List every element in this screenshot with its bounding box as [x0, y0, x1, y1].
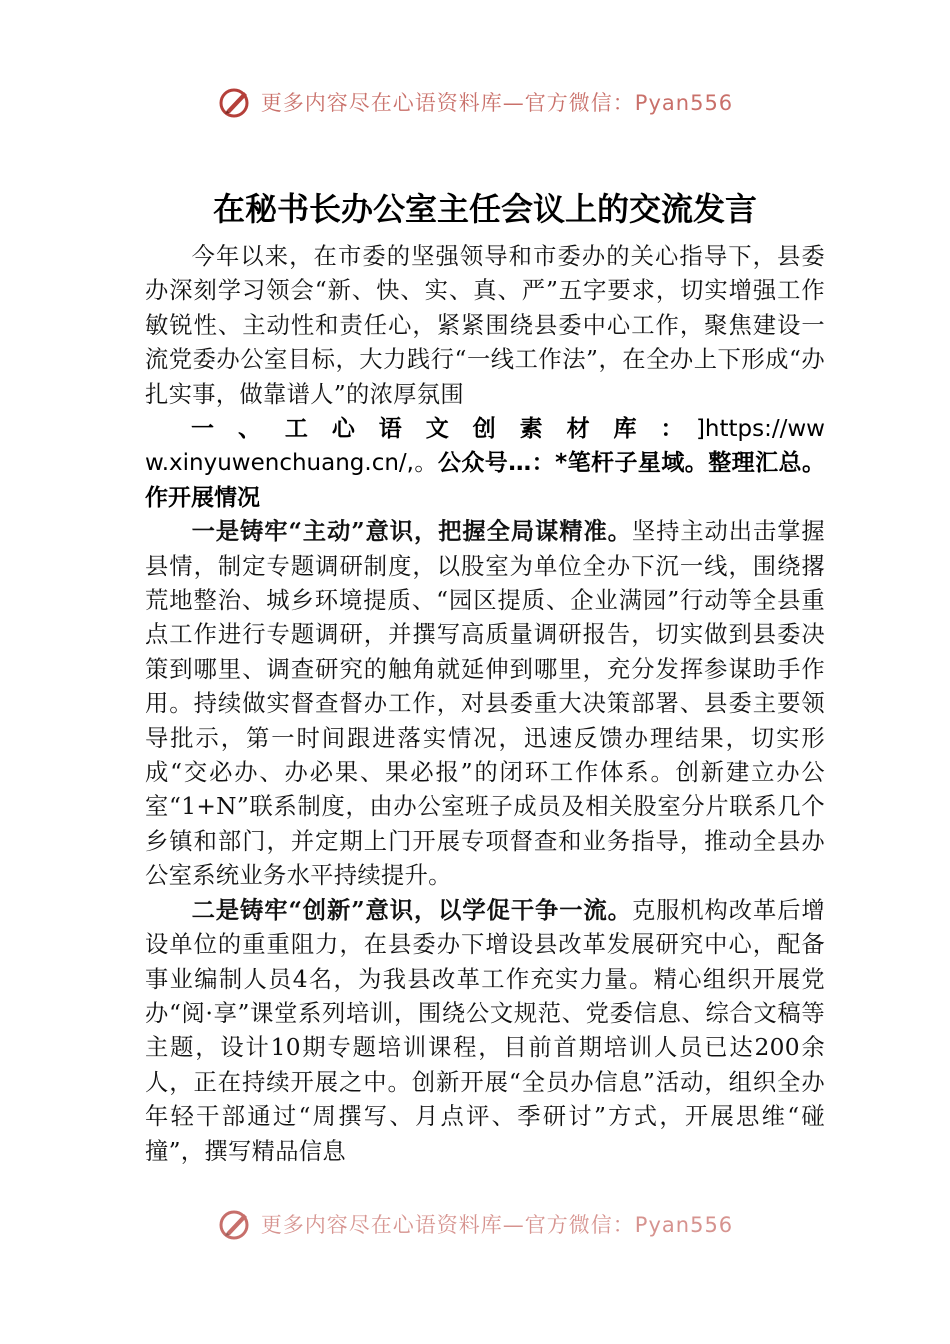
pen-logo-icon	[217, 1206, 253, 1242]
intro-paragraph: 今年以来，在市委的坚强领导和市委办的关心指导下，县委办深刻学习领会“新、快、实、真、严”五字要求，切实增强工作敏锐性、主动性和责任心，紧紧围绕县委中心工作，聚焦建设一流党委办公室目标，大力践行“一线工作法”，在全办上下形成“办扎实事，做靠谱人”的浓厚氛围	[145, 243, 825, 408]
watermark-text: 更多内容尽在心语资料库—官方微信：Pyan556	[260, 91, 734, 115]
point1-body: 坚持主动出击掌握县情，制定专题调研制度，以股室为单位全办下沉一线，围绕撂荒地整治、城乡环境提质、“园区提质、企业满园”行动等全县重点工作进行专题调研，并撰写高质量调研报告，切实做到县委决策到哪里、调查研究的触角就延伸到哪里，充分发挥参谋助手作用。持续做实督查督办工作，对县委重大决策部署、县委主要领导批示，第一时间跟进落实情况，迅速反馈办理结果，切实形成“交必办、办必果、果必报”的闭环工作体系。创新建立办公室“1+N”联系制度，由办公室班子成员及相关股室分片联系几个乡镇和部门，并定期上门开展专项督查和业务指导，推动全县办公室系统业务水平持续提升。	[145, 518, 825, 890]
document-title: 在秘书长办公室主任会议上的交流发言	[212, 190, 757, 228]
point2-paragraph	[145, 894, 825, 1169]
section-heading-spaced: 一、工心语文创素材库：	[191, 416, 696, 442]
document-page	[145, 182, 825, 1169]
point2-lead: 二是铸牢“创新”意识，以学促干争一流。	[191, 896, 632, 924]
watermark-text: 更多内容尽在心语资料库—官方微信：Pyan556	[260, 1213, 734, 1237]
watermark-banner-top	[0, 82, 950, 122]
pen-logo-icon	[217, 84, 253, 120]
point2-body: 克服机构改革后增设单位的重重阻力，在县委办下增设县改革发展研究中心，配备事业编制人员4名，为我县改革工作充实力量。精心组织开展党办“阅·享”课堂系列培训，围绕公文规范、党委信息、综合文稿等主题，设计10期专题培训课程，目前首期培训人员已达200余人，正在持续开展之中。创新开展“全员办信息”活动，组织全办年轻干部通过“周撰写、月点评、季研讨”方式，开展思维“碰撞”，撰写精品信息	[145, 896, 825, 1165]
section-heading-account: 公众号…：*笔杆子星域。整理汇总。作开展情况	[145, 450, 826, 511]
section-heading	[145, 412, 825, 515]
watermark-banner-bottom	[0, 1204, 950, 1244]
point1-lead: 一是铸牢“主动”意识，把握全局谋精准。	[191, 518, 632, 546]
section-heading-url: ]https://www.xinyuwenchuang.cn/,。	[145, 416, 825, 477]
point1-paragraph	[145, 515, 825, 893]
